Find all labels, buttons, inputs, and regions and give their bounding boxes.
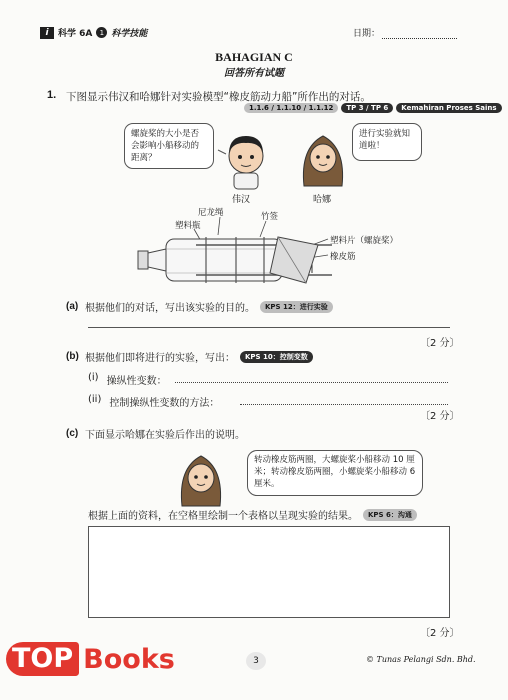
watermark-books: Books bbox=[83, 643, 175, 675]
propeller-label: 塑料片（螺旋桨） bbox=[330, 236, 399, 246]
part-b-text: 根据他们即将进行的实验，写出： bbox=[85, 353, 235, 364]
bottle-label: 塑料瓶 bbox=[175, 221, 201, 231]
page-number: 3 bbox=[246, 652, 266, 670]
girl-speech-bubble bbox=[352, 123, 422, 161]
part-c-instruction bbox=[88, 507, 417, 522]
unit-title: 科学技能 bbox=[111, 29, 148, 39]
part-b-ii-answer-line[interactable] bbox=[240, 404, 448, 405]
part-b-ii-label: (ii) bbox=[88, 394, 102, 405]
question-tags bbox=[244, 103, 502, 113]
part-b-i-text: 操纵性变数： bbox=[106, 376, 167, 387]
part-b-kps-tag: KPS 10：控制变数 bbox=[240, 351, 313, 363]
girl-statement-bubble bbox=[247, 450, 423, 496]
stick-label: 竹签 bbox=[261, 212, 279, 222]
table-answer-box[interactable] bbox=[88, 526, 450, 618]
part-a-label: (a) bbox=[66, 301, 79, 312]
part-c-label: (c) bbox=[66, 428, 79, 439]
date-label: 日期： bbox=[353, 29, 381, 39]
question-number: 1. bbox=[47, 89, 57, 101]
boy-name: 伟汉 bbox=[232, 195, 251, 205]
part-b-ii bbox=[88, 394, 219, 409]
part-c-instruction-text: 根据上面的资料，在空格里绘制一个表格以呈现实验的结果。 bbox=[88, 511, 358, 522]
girl-speech-text: 进行实验就知道啦！ bbox=[359, 129, 411, 151]
nylon-label: 尼龙绳 bbox=[198, 208, 224, 218]
girl-illustration bbox=[292, 128, 354, 190]
part-b-ii-text: 控制操纵性变数的方法： bbox=[109, 398, 220, 409]
part-b-i bbox=[88, 372, 167, 387]
boy-speech-bubble bbox=[124, 123, 214, 169]
girl-name: 哈娜 bbox=[313, 195, 332, 205]
part-b bbox=[66, 349, 313, 364]
subject-label: 科学 6A bbox=[58, 29, 93, 39]
part-b-i-answer-line[interactable] bbox=[175, 382, 448, 383]
part-a bbox=[66, 299, 333, 314]
girl-illustration-2 bbox=[170, 448, 232, 510]
girl-statement-text: 转动橡皮筋两圈，大螺旋桨小船移动 10 厘米；转动橡皮筋两圈，小螺旋桨小船移动 6 厘米。 bbox=[254, 455, 416, 489]
unit-number-badge: 1 bbox=[96, 27, 107, 38]
section-subtitle: 回答所有试题 bbox=[224, 68, 284, 79]
part-a-kps-tag: KPS 12：进行实验 bbox=[260, 301, 333, 313]
copyright: © Tunas Pelangi Sdn. Bhd. bbox=[366, 655, 476, 664]
part-b-i-label: (i) bbox=[88, 372, 99, 383]
part-c-marks: 〔2 分〕 bbox=[420, 628, 460, 639]
part-c-text: 下面显示哈娜在实验后作出的说明。 bbox=[85, 430, 245, 441]
boy-illustration bbox=[214, 130, 276, 190]
part-a-marks: 〔2 分〕 bbox=[420, 338, 460, 349]
boy-speech-text: 螺旋桨的大小是否会影响小船移动的距离？ bbox=[131, 129, 200, 163]
part-b-marks: 〔2 分〕 bbox=[420, 411, 460, 422]
date-field bbox=[353, 26, 457, 39]
topbooks-watermark bbox=[6, 642, 175, 676]
part-b-label: (b) bbox=[66, 351, 79, 362]
publisher-logo: i bbox=[40, 27, 54, 39]
date-input-line[interactable] bbox=[382, 30, 457, 39]
question-text: 下图显示伟汉和哈娜针对实验模型“橡皮筋动力船”所作出的对话。 bbox=[66, 91, 371, 103]
part-c bbox=[66, 426, 245, 441]
part-c-kps-tag: KPS 6：沟通 bbox=[363, 509, 417, 521]
standard-tag: 1.1.6 / 1.1.10 / 1.1.12 bbox=[244, 103, 338, 113]
part-a-text: 根据他们的对话，写出该实验的目的。 bbox=[85, 303, 255, 314]
skill-tag: Kemahiran Proses Sains bbox=[396, 103, 501, 113]
tp-tag: TP 3 / TP 6 bbox=[341, 103, 393, 113]
section-title: BAHAGIAN C bbox=[215, 50, 293, 64]
rubber-label: 橡皮筋 bbox=[330, 252, 356, 262]
page-header bbox=[40, 26, 147, 39]
part-a-answer-line[interactable] bbox=[88, 327, 450, 328]
rubber-band-boat-diagram bbox=[136, 215, 336, 290]
watermark-top: TOP bbox=[6, 642, 79, 676]
